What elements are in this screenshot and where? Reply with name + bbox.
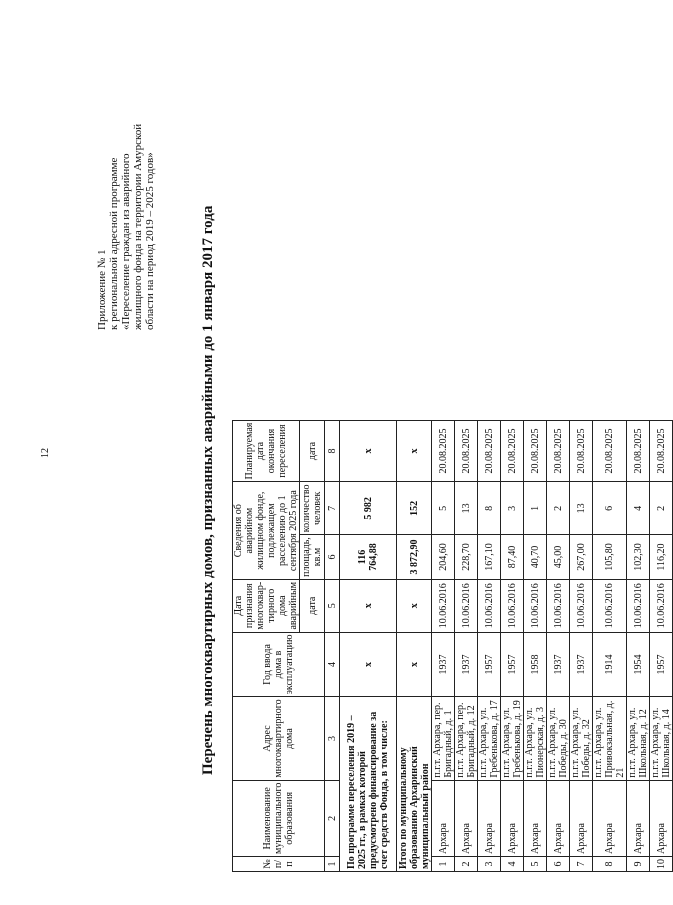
table-row — [524, 420, 547, 871]
row-recognition-date: 10.06.2016 — [501, 579, 524, 632]
row-area: 102,30 — [627, 535, 650, 580]
column-number: 5 — [325, 579, 340, 632]
row-end-date: 20.08.2025 — [570, 420, 593, 482]
row-people: 13 — [455, 482, 478, 535]
row-people: 4 — [627, 482, 650, 535]
row-people: 2 — [547, 482, 570, 535]
district-total-date: x — [397, 579, 432, 632]
header-year: Год ввода дома в эксплуатацию — [233, 632, 325, 697]
table-row — [650, 420, 673, 871]
column-number: 6 — [325, 535, 340, 580]
column-number: 2 — [325, 780, 340, 856]
appendix-line: к региональной адресной программе — [108, 157, 120, 330]
row-year: 1958 — [524, 632, 547, 697]
row-area: 45,00 — [547, 535, 570, 580]
row-people: 5 — [432, 482, 455, 535]
table-row — [570, 420, 593, 871]
column-number: 4 — [325, 632, 340, 697]
row-area: 228,70 — [455, 535, 478, 580]
header-planned: Планируемая дата окончания переселения — [233, 420, 300, 482]
subheader-date: дата — [300, 579, 325, 632]
housing-table-wrapper — [232, 420, 673, 872]
housing-table — [232, 420, 673, 872]
row-area: 105,80 — [593, 535, 627, 580]
row-address: п.г.т. Архара, ул. Победы, д. 32 — [570, 697, 593, 780]
appendix-line: Приложение № 1 — [96, 249, 108, 330]
row-municipality: Архара — [432, 780, 455, 856]
appendix-line: «Переселение граждан из аварийного — [120, 153, 132, 330]
table-row — [478, 420, 501, 871]
row-municipality: Архара — [478, 780, 501, 856]
row-recognition-date: 10.06.2016 — [455, 579, 478, 632]
row-people: 2 — [650, 482, 673, 535]
column-number: 1 — [325, 857, 340, 872]
row-year: 1957 — [501, 632, 524, 697]
row-number: 4 — [501, 857, 524, 872]
appendix-note — [96, 0, 156, 330]
row-people: 6 — [593, 482, 627, 535]
row-municipality: Архара — [455, 780, 478, 856]
row-end-date: 20.08.2025 — [547, 420, 570, 482]
row-recognition-date: 10.06.2016 — [524, 579, 547, 632]
row-address: п.г.т. Архара, ул. Школьная, д. 12 — [627, 697, 650, 780]
row-number: 5 — [524, 857, 547, 872]
row-end-date: 20.08.2025 — [501, 420, 524, 482]
row-people: 1 — [524, 482, 547, 535]
program-total-label: По программе переселения 2019 – 2025 гг., в рамках которой предусмотрено финансирование за счет средств Фонда, в том числе: — [340, 697, 397, 872]
table-row — [593, 420, 627, 871]
program-total-area: 116 764,88 — [340, 535, 397, 580]
document-title: Перечень многоквартирных домов, признанных аварийными до 1 января 2017 года — [200, 205, 216, 775]
row-year: 1914 — [593, 632, 627, 697]
district-total-year: x — [397, 632, 432, 697]
row-number: 9 — [627, 857, 650, 872]
row-number: 10 — [650, 857, 673, 872]
program-total-people: 5 982 — [340, 482, 397, 535]
row-address: п.г.т. Архара, ул. Гребенькова, д. 17 — [478, 697, 501, 780]
row-number: 8 — [593, 857, 627, 872]
row-number: 1 — [432, 857, 455, 872]
row-municipality: Архара — [650, 780, 673, 856]
column-number: 7 — [325, 482, 340, 535]
row-year: 1954 — [627, 632, 650, 697]
header-num: № п/п — [233, 857, 325, 872]
row-end-date: 20.08.2025 — [455, 420, 478, 482]
table-row — [547, 420, 570, 871]
table-row — [432, 420, 455, 871]
row-recognition-date: 10.06.2016 — [432, 579, 455, 632]
row-recognition-date: 10.06.2016 — [547, 579, 570, 632]
row-area: 204,60 — [432, 535, 455, 580]
row-municipality: Архара — [524, 780, 547, 856]
row-area: 167,10 — [478, 535, 501, 580]
header-recognition: Дата признания многоквар-тирного дома аварийным — [233, 579, 300, 632]
row-area: 40,70 — [524, 535, 547, 580]
row-number: 7 — [570, 857, 593, 872]
row-address: п.г.т. Архара, ул. Гребенькова, д. 19 — [501, 697, 524, 780]
row-address: п.г.т. Архара, пер. Бригадный, д. 1 — [432, 697, 455, 780]
row-municipality: Архара — [627, 780, 650, 856]
header-housing: Сведения об аварийном жилищном фонде, подлежащем расселению до 1 сентября 2025 года — [233, 482, 300, 579]
row-municipality: Архара — [593, 780, 627, 856]
row-end-date: 20.08.2025 — [524, 420, 547, 482]
column-number: 8 — [325, 420, 340, 482]
district-total-row — [397, 420, 432, 871]
district-total-people: 152 — [397, 482, 432, 535]
row-area: 87,40 — [501, 535, 524, 580]
row-people: 3 — [501, 482, 524, 535]
header-address: Адрес многоквартирного дома — [233, 697, 325, 780]
column-number-row — [325, 420, 340, 871]
table-row — [627, 420, 650, 871]
row-number: 3 — [478, 857, 501, 872]
subheader-area: площадь, кв.м — [300, 535, 325, 580]
program-total-year: x — [340, 632, 397, 697]
row-address: п.г.т. Архара, пер. Бригадный, д. 12 — [455, 697, 478, 780]
table-row — [501, 420, 524, 871]
table-row — [455, 420, 478, 871]
column-number: 3 — [325, 697, 340, 780]
program-total-end: x — [340, 420, 397, 482]
program-total-row — [340, 420, 397, 871]
row-municipality: Архара — [547, 780, 570, 856]
header-row — [233, 420, 300, 871]
row-year: 1937 — [432, 632, 455, 697]
page-number: 12 — [40, 448, 51, 458]
subheader-people: количество человек — [300, 482, 325, 535]
row-recognition-date: 10.06.2016 — [478, 579, 501, 632]
row-number: 6 — [547, 857, 570, 872]
row-address: п.г.т. Архара, ул. Школьная, д. 14 — [650, 697, 673, 780]
row-end-date: 20.08.2025 — [627, 420, 650, 482]
row-area: 267,00 — [570, 535, 593, 580]
row-municipality: Архара — [570, 780, 593, 856]
row-address: п.г.т. Архара, ул. Победы, д. 30 — [547, 697, 570, 780]
row-people: 13 — [570, 482, 593, 535]
row-end-date: 20.08.2025 — [478, 420, 501, 482]
row-year: 1957 — [478, 632, 501, 697]
appendix-line: области на период 2019 – 2025 годов» — [144, 152, 156, 330]
row-municipality: Архара — [501, 780, 524, 856]
row-end-date: 20.08.2025 — [650, 420, 673, 482]
row-number: 2 — [455, 857, 478, 872]
row-year: 1937 — [547, 632, 570, 697]
row-end-date: 20.08.2025 — [593, 420, 627, 482]
row-end-date: 20.08.2025 — [432, 420, 455, 482]
row-recognition-date: 10.06.2016 — [627, 579, 650, 632]
row-people: 8 — [478, 482, 501, 535]
row-address: п.г.т. Архара, ул. Пионерская, д. 3 — [524, 697, 547, 780]
row-year: 1937 — [570, 632, 593, 697]
district-total-label: Итого по муниципальному образованию Архаринский муниципальный район — [397, 697, 432, 872]
row-area: 116,20 — [650, 535, 673, 580]
row-recognition-date: 10.06.2016 — [570, 579, 593, 632]
appendix-line: жилищного фонда на территории Амурской — [132, 123, 144, 330]
row-address: п.г.т. Архара, ул. Привокзальная, д. 21 — [593, 697, 627, 780]
header-municipality: Наименование муниципального образования — [233, 780, 325, 856]
row-recognition-date: 10.06.2016 — [593, 579, 627, 632]
district-total-end: x — [397, 420, 432, 482]
row-year: 1957 — [650, 632, 673, 697]
subheader-planned-date: дата — [300, 420, 325, 482]
row-year: 1937 — [455, 632, 478, 697]
district-total-area: 3 872,90 — [397, 535, 432, 580]
row-recognition-date: 10.06.2016 — [650, 579, 673, 632]
program-total-date: x — [340, 579, 397, 632]
